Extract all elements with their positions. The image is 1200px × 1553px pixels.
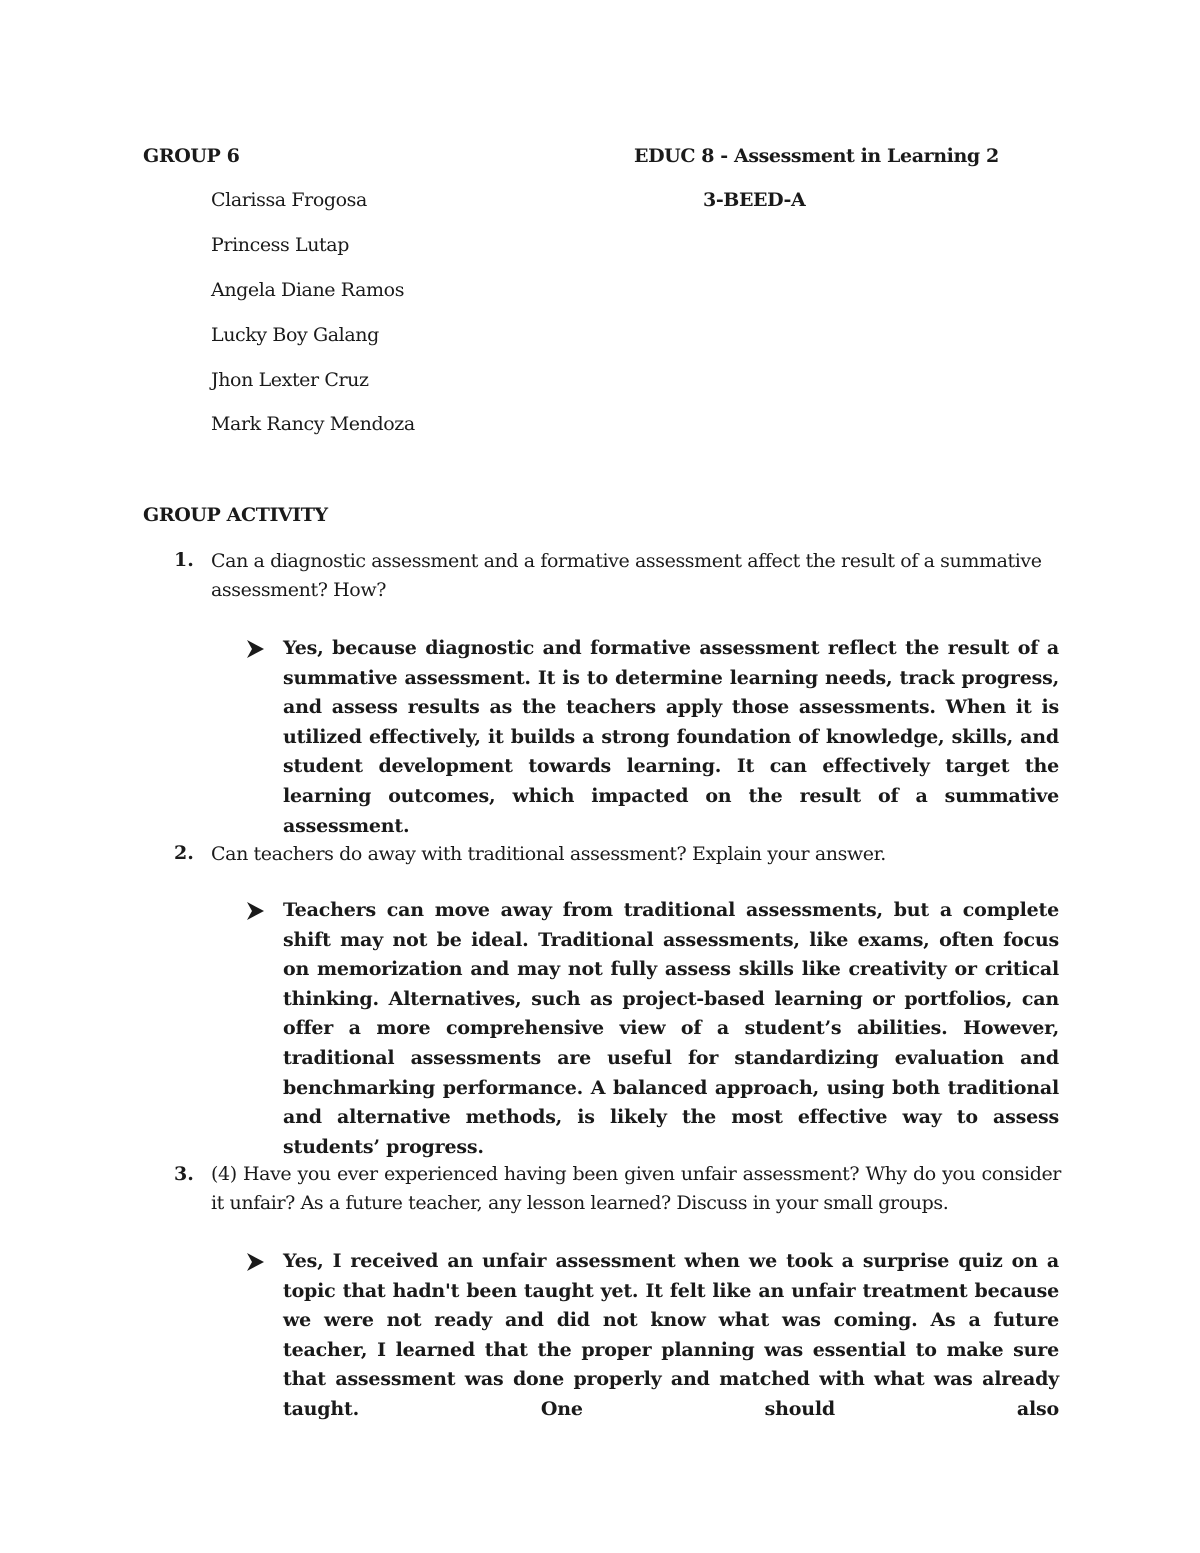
- question-text: (4) Have you ever experienced having been given unfair assessment? Why do you consider it unfair? As a future teacher, any lesson learned? Discuss in your small groups.: [211, 1163, 1061, 1214]
- question-number: 2.: [174, 842, 194, 864]
- member-name: Lucky Boy Galang: [211, 324, 379, 346]
- section-label: 3-BEED-A: [703, 189, 806, 211]
- member-name: Clarissa Frogosa: [211, 189, 367, 211]
- arrow-bullet-icon: [244, 638, 266, 660]
- member-name: Princess Lutap: [211, 234, 349, 256]
- arrow-bullet-icon: [244, 1251, 266, 1273]
- member-name: Mark Rancy Mendoza: [211, 413, 415, 435]
- activity-title: GROUP ACTIVITY: [143, 504, 328, 526]
- member-name: Jhon Lexter Cruz: [211, 369, 369, 391]
- member-name: Angela Diane Ramos: [211, 279, 405, 301]
- answer-text: Teachers can move away from traditional assessments, but a complete shift may not be ideal. Traditional assessments, like exams, often focus on memorization and may not fully assess skills like creativity or critical thinking. Alternatives, such as project-based learning or portfolios, can offer a more comprehensive view of a student’s abilities. However, traditional assessments are useful for standardizing evaluation and benchmarking performance. A balanced approach, using both traditional and alternative methods, is likely the most effective way to assess students’ progress.: [283, 899, 1059, 1158]
- question-text: Can a diagnostic assessment and a formative assessment affect the result of a summative assessment? How?: [211, 550, 1042, 601]
- arrow-bullet-icon: [244, 900, 266, 922]
- question-number: 1.: [174, 549, 194, 571]
- answer-text: Yes, because diagnostic and formative assessment reflect the result of a summative assessment. It is to determine learning needs, track progress, and assess results as the teachers apply those assessments. When it is utilized effectively, it builds a strong foundation of knowledge, skills, and student development towards learning. It can effectively target the learning outcomes, which impacted on the result of a summative assessment.: [283, 637, 1059, 837]
- question-number: 3.: [174, 1163, 194, 1185]
- question-text: Can teachers do away with traditional assessment? Explain your answer.: [211, 843, 886, 865]
- group-label: GROUP 6: [143, 145, 240, 167]
- answer-text: Yes, I received an unfair assessment when we took a surprise quiz on a topic that hadn't been taught yet. It felt like an unfair treatment because we were not ready and did not know what was coming. As a future teacher, I learned that the proper planning was essential to make sure that assessment was done properly and matched with what was already taught. One should also: [283, 1250, 1059, 1420]
- course-title: EDUC 8 - Assessment in Learning 2: [634, 145, 999, 167]
